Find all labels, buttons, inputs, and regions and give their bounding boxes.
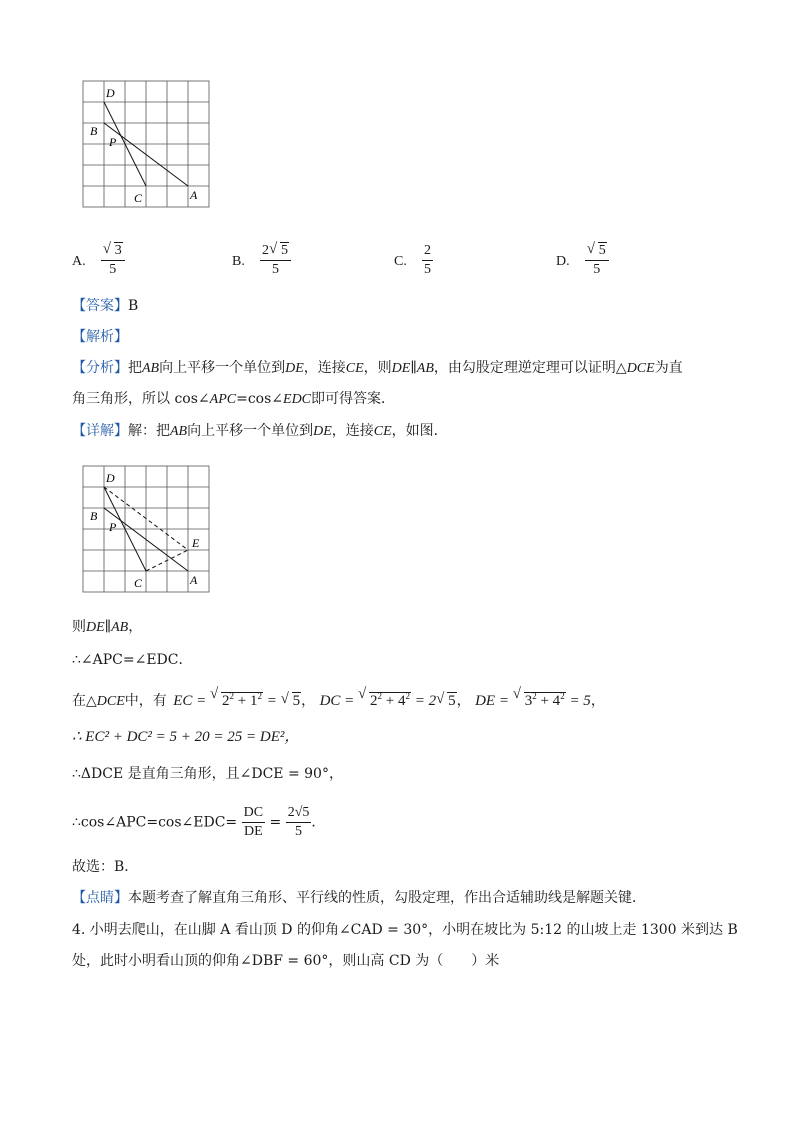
option-den: 5 xyxy=(593,262,601,277)
dianjing-tag: 【点睛】 xyxy=(72,890,128,906)
math-relation: DE∥AB xyxy=(86,620,129,635)
text: 4. 小明去爬山，在山脚 A 看山顶 D 的仰角∠CAD = 30°，小明在坡比为 5:12 的山坡上走 1300 米到达 B xyxy=(72,922,738,938)
option-a xyxy=(72,242,125,279)
step-6 xyxy=(72,804,325,841)
label-C: C xyxy=(134,576,143,590)
text: 为直 xyxy=(654,360,683,376)
math-CE: CE xyxy=(373,424,392,439)
analysis-tag: 【解析】 xyxy=(72,329,128,345)
analysis-tag-line xyxy=(72,327,128,347)
label-A: A xyxy=(190,188,198,202)
text: 故选：B． xyxy=(72,859,139,875)
formula-de: DE = √ $3^2 + 4^2 = 5$ xyxy=(475,693,591,709)
figure-grid-1 xyxy=(80,78,215,212)
fraction-result xyxy=(286,804,312,841)
option-num-rad: 5 xyxy=(598,243,606,258)
answer-value: B xyxy=(128,298,139,314)
option-b xyxy=(232,242,291,279)
text: ∴ΔDCE 是直角三角形，且∠DCE = 90°， xyxy=(72,766,343,782)
math-APC: APC xyxy=(209,392,237,407)
answer-tag: 【答案】 xyxy=(72,298,128,314)
xiangjie-tag: 【详解】 xyxy=(72,423,128,439)
step-3: 在△DCE中，有 EC = √ $2^2 + 1^2$ = √ 5， DC = √ $2^2 + 4^2 = 2√$ 5， DE = √ $3^2 + 4^2 = 5$， xyxy=(72,686,605,712)
label-B: B xyxy=(90,509,98,523)
option-letter: C. xyxy=(394,254,407,269)
question-4-line-2 xyxy=(72,951,499,971)
text: 则 xyxy=(72,619,86,635)
fraction-dc-de xyxy=(242,804,265,841)
text: ，连接 xyxy=(331,423,374,439)
math-AB: AB xyxy=(170,424,188,439)
text: ，连接 xyxy=(303,360,346,376)
math-relation: DE∥AB xyxy=(391,361,434,376)
text: 角三角形，所以 cos∠ xyxy=(72,391,210,407)
fenxi-tag: 【分析】 xyxy=(72,360,128,376)
text: 解：把 xyxy=(128,423,170,439)
math-CE: CE xyxy=(345,361,364,376)
option-num-rad: 3 xyxy=(114,243,122,258)
label-E: E xyxy=(192,536,200,550)
math-DE: DE xyxy=(285,361,304,376)
text: = xyxy=(269,814,282,831)
formula-pythagoras: ∴ EC² + DC² = 5 + 20 = 25 = DE²， xyxy=(72,729,300,745)
text: 中，有 xyxy=(124,693,167,709)
option-num-rad: 5 xyxy=(280,243,288,258)
frac-num: 2√5 xyxy=(286,804,312,823)
text: 在△ xyxy=(72,693,97,709)
text: ∴∠APC=∠EDC． xyxy=(72,652,193,668)
text: 把 xyxy=(128,360,142,376)
step-2 xyxy=(72,650,193,670)
fenxi-line-2 xyxy=(72,389,395,410)
option-letter: D. xyxy=(556,254,570,269)
frac-den: 5 xyxy=(295,824,303,839)
text: =cos∠ xyxy=(236,391,284,407)
conclusion xyxy=(72,857,138,877)
option-d xyxy=(556,242,609,279)
label-B: B xyxy=(90,124,98,138)
dianjing-line xyxy=(72,888,646,908)
frac-num: DC xyxy=(242,804,265,823)
fenxi-line-1 xyxy=(72,358,683,379)
option-c xyxy=(394,242,433,279)
option-num-coef: 2 xyxy=(261,243,269,258)
step-5 xyxy=(72,764,343,784)
label-P: P xyxy=(109,520,117,534)
figure-grid-2 xyxy=(80,463,215,597)
math-AB: AB xyxy=(142,361,160,376)
option-num-coef: 2 xyxy=(422,242,433,261)
text: 本题考查了解直角三角形、平行线的性质，勾股定理，作出合适辅助线是解题关键． xyxy=(128,890,646,906)
label-P: P xyxy=(109,135,117,149)
text: 向上平移一个单位到 xyxy=(187,423,314,439)
answer-line xyxy=(72,296,138,316)
math-DCE: DCE xyxy=(626,361,655,376)
math-DE: DE xyxy=(313,424,332,439)
step-4 xyxy=(72,727,299,747)
label-C: C xyxy=(134,191,143,205)
formula-dc: DC = √ $2^2 + 4^2 = 2√$ 5 xyxy=(320,693,457,709)
text: ，由勾股定理逆定理可以证明△ xyxy=(433,360,627,376)
text: ∴cos∠APC=cos∠EDC= xyxy=(72,814,238,831)
text: ，则 xyxy=(363,360,392,376)
text: 向上平移一个单位到 xyxy=(159,360,286,376)
option-den: 5 xyxy=(271,262,279,277)
text: 处，此时小明看山顶的仰角∠DBF = 60°，则山高 CD 为（ ）米 xyxy=(72,953,500,969)
step-1 xyxy=(72,617,142,638)
text: ． xyxy=(311,814,326,831)
text: ， xyxy=(128,619,143,635)
text: 即可得答案． xyxy=(311,391,396,407)
formula-ec: EC = √ $2^2 + 1^2$ = √ 5 xyxy=(173,693,301,709)
option-letter: B. xyxy=(232,254,245,269)
label-A: A xyxy=(190,573,198,587)
option-letter: A. xyxy=(72,254,86,269)
text: ，如图． xyxy=(391,423,448,439)
xiangjie-line xyxy=(72,421,448,442)
math-DCE: DCE xyxy=(96,694,125,709)
option-den: 5 xyxy=(109,262,117,277)
math-EDC: EDC xyxy=(283,392,312,407)
frac-den: DE xyxy=(243,824,263,839)
label-D: D xyxy=(106,471,115,485)
label-D: D xyxy=(106,86,115,100)
option-den: 5 xyxy=(423,262,431,277)
question-4-line-1 xyxy=(72,920,738,940)
